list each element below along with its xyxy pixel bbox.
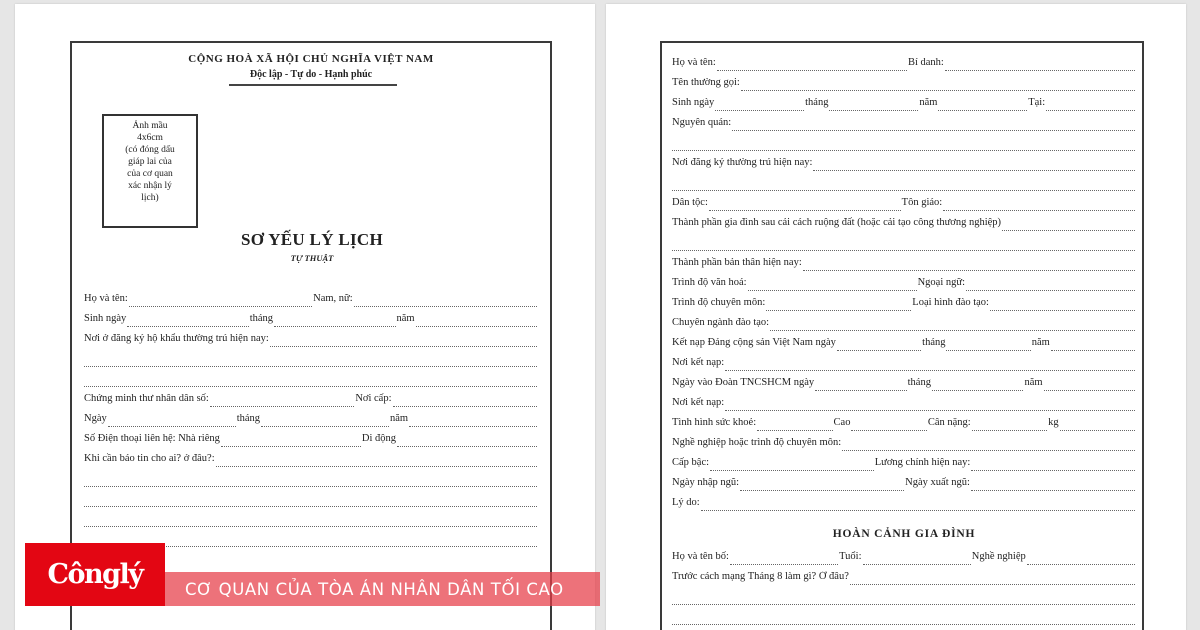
document-page-right bbox=[606, 4, 1186, 630]
photo-line: Ảnh mầu bbox=[132, 121, 168, 131]
dotted-fill-line[interactable] bbox=[397, 438, 537, 447]
form-row bbox=[84, 313, 538, 333]
field-label: năm bbox=[396, 313, 415, 324]
blank-fill-line bbox=[672, 237, 1136, 257]
dotted-fill-line[interactable] bbox=[261, 418, 389, 427]
dotted-fill-line[interactable] bbox=[946, 342, 1030, 351]
tagline-text: CƠ QUAN CỦA TÒA ÁN NHÂN DÂN TỐI CAO bbox=[185, 579, 564, 599]
field-label: Trước cách mạng Tháng 8 làm gì? Ở đâu? bbox=[672, 571, 849, 582]
dotted-fill-line[interactable] bbox=[710, 462, 874, 471]
field-label: Sinh ngày bbox=[84, 313, 127, 324]
dotted-fill-line[interactable] bbox=[725, 402, 1135, 411]
field-label: Bí danh: bbox=[907, 57, 944, 68]
field-label: Tình hình sức khoẻ: bbox=[672, 417, 757, 428]
dotted-fill-line[interactable] bbox=[717, 62, 907, 71]
field-label: Nơi ở đăng ký hộ khẩu thường trú hiện nay: bbox=[84, 333, 269, 344]
field-label: Tôn giáo: bbox=[901, 197, 943, 208]
dotted-fill-line[interactable] bbox=[725, 362, 1135, 371]
field-label: năm bbox=[389, 413, 409, 424]
field-label: Cấp bậc: bbox=[672, 457, 710, 468]
form-row bbox=[672, 437, 1136, 457]
dotted-fill-line[interactable] bbox=[354, 298, 537, 307]
field-label: Ngày nhập ngũ: bbox=[672, 477, 740, 488]
page-frame bbox=[70, 41, 552, 630]
dotted-fill-line[interactable] bbox=[770, 322, 1135, 331]
field-label: năm bbox=[1031, 337, 1050, 348]
dotted-fill-line[interactable] bbox=[129, 298, 312, 307]
dotted-fill-line[interactable] bbox=[757, 422, 832, 431]
field-label: tháng bbox=[249, 313, 274, 324]
dotted-fill-line[interactable] bbox=[672, 242, 1135, 251]
dotted-fill-line[interactable] bbox=[945, 62, 1135, 71]
field-label: Trình độ chuyên môn: bbox=[672, 297, 766, 308]
form-row bbox=[672, 551, 1136, 571]
field-label: Dân tộc: bbox=[672, 197, 708, 208]
dotted-fill-line[interactable] bbox=[210, 398, 355, 407]
field-label: tháng bbox=[236, 413, 261, 424]
form-row bbox=[84, 293, 538, 313]
family-section bbox=[672, 551, 1136, 630]
form-row bbox=[672, 97, 1136, 117]
form-row bbox=[84, 333, 538, 353]
form-row bbox=[672, 217, 1136, 237]
dotted-fill-line[interactable] bbox=[813, 162, 1135, 171]
form-row bbox=[672, 297, 1136, 317]
dotted-fill-line[interactable] bbox=[84, 378, 537, 387]
dotted-fill-line[interactable] bbox=[732, 122, 1135, 131]
dotted-fill-line[interactable] bbox=[84, 518, 537, 527]
blank-fill-line bbox=[84, 353, 538, 373]
form-row bbox=[84, 413, 538, 433]
dotted-fill-line[interactable] bbox=[108, 418, 236, 427]
form-row bbox=[672, 417, 1136, 437]
field-label: Ngày bbox=[84, 413, 107, 424]
photo-line: 4x6cm bbox=[137, 133, 163, 143]
form-row bbox=[672, 457, 1136, 477]
dotted-fill-line[interactable] bbox=[815, 382, 906, 391]
dotted-fill-line[interactable] bbox=[1027, 556, 1135, 565]
field-label: Kết nạp Đảng cộng sản Việt Nam ngày bbox=[672, 337, 836, 348]
dotted-fill-line[interactable] bbox=[1060, 422, 1135, 431]
dotted-fill-line[interactable] bbox=[1002, 222, 1135, 231]
field-label: Cao bbox=[833, 417, 851, 428]
document-title: SƠ YẾU LÝ LỊCH bbox=[241, 230, 383, 249]
field-label: Tên thường gọi: bbox=[672, 77, 740, 88]
field-label: kg bbox=[1048, 417, 1059, 428]
dotted-fill-line[interactable] bbox=[938, 102, 1027, 111]
dotted-fill-line[interactable] bbox=[672, 182, 1135, 191]
field-label: Ngoại ngữ: bbox=[917, 277, 965, 288]
form-row bbox=[672, 117, 1136, 137]
field-label: Khi cần báo tin cho ai? ở đâu?: bbox=[84, 453, 215, 464]
dotted-fill-line[interactable] bbox=[943, 202, 1135, 211]
dotted-fill-line[interactable] bbox=[766, 302, 911, 311]
family-section-title: HOÀN CẢNH GIA ĐÌNH bbox=[832, 528, 976, 540]
dotted-fill-line[interactable] bbox=[1046, 102, 1135, 111]
field-label: Nam, nữ: bbox=[313, 293, 353, 304]
field-label: tháng bbox=[805, 97, 829, 108]
form-row bbox=[672, 157, 1136, 177]
field-label: Chuyên ngành đào tạo: bbox=[672, 317, 770, 328]
field-label: Nơi cấp: bbox=[355, 393, 392, 404]
field-label: Trình độ văn hoá: bbox=[672, 277, 747, 288]
form-fields-left bbox=[84, 293, 538, 553]
dotted-fill-line[interactable] bbox=[274, 318, 395, 327]
field-label: Họ và tên: bbox=[84, 293, 128, 304]
dotted-fill-line[interactable] bbox=[270, 338, 537, 347]
personal-info-section bbox=[672, 57, 1136, 517]
dotted-fill-line[interactable] bbox=[990, 302, 1135, 311]
dotted-fill-line[interactable] bbox=[701, 502, 1135, 511]
form-row bbox=[672, 377, 1136, 397]
blank-fill-line bbox=[672, 611, 1136, 630]
photo-placeholder-box bbox=[102, 114, 198, 228]
dotted-fill-line[interactable] bbox=[971, 482, 1135, 491]
document-page-left bbox=[15, 4, 595, 630]
blank-fill-line bbox=[84, 493, 538, 513]
dotted-fill-line[interactable] bbox=[409, 418, 537, 427]
dotted-fill-line[interactable] bbox=[221, 438, 361, 447]
dotted-fill-line[interactable] bbox=[863, 556, 971, 565]
dotted-fill-line[interactable] bbox=[416, 318, 537, 327]
form-row bbox=[84, 393, 538, 413]
blank-fill-line bbox=[84, 473, 538, 493]
form-row bbox=[672, 497, 1136, 517]
dotted-fill-line[interactable] bbox=[741, 82, 1135, 91]
photo-line: của cơ quan bbox=[127, 169, 173, 179]
photo-line: xác nhận lý bbox=[128, 181, 172, 191]
field-label: Cân nặng: bbox=[927, 417, 971, 428]
dotted-fill-line[interactable] bbox=[837, 342, 921, 351]
dotted-fill-line[interactable] bbox=[740, 482, 904, 491]
field-label: năm bbox=[919, 97, 938, 108]
dotted-fill-line[interactable] bbox=[966, 282, 1135, 291]
form-row bbox=[672, 197, 1136, 217]
blank-fill-line bbox=[672, 177, 1136, 197]
field-label: Nguyên quán: bbox=[672, 117, 732, 128]
field-label: tháng bbox=[922, 337, 946, 348]
dotted-fill-line[interactable] bbox=[730, 556, 838, 565]
blank-fill-line bbox=[84, 373, 538, 393]
dotted-fill-line[interactable] bbox=[393, 398, 538, 407]
dotted-fill-line[interactable] bbox=[84, 358, 537, 367]
form-row bbox=[672, 357, 1136, 377]
field-label: Lương chính hiện nay: bbox=[874, 457, 971, 468]
field-label: Lý do: bbox=[672, 497, 700, 508]
dotted-fill-line[interactable] bbox=[672, 596, 1135, 605]
dotted-fill-line[interactable] bbox=[715, 102, 804, 111]
photo-line: lịch) bbox=[141, 193, 159, 203]
dotted-fill-line[interactable] bbox=[932, 382, 1023, 391]
congly-logo[interactable] bbox=[25, 543, 165, 606]
field-label: Thành phần bản thân hiện nay: bbox=[672, 257, 802, 268]
page-frame bbox=[660, 41, 1144, 630]
photo-line: (có đóng dấu bbox=[125, 145, 175, 155]
field-label: Nơi đăng ký thường trú hiện nay: bbox=[672, 157, 813, 168]
motto: Độc lập - Tự do - Hạnh phúc bbox=[249, 69, 373, 80]
dotted-fill-line[interactable] bbox=[1044, 382, 1135, 391]
form-row bbox=[84, 453, 538, 473]
form-row bbox=[672, 337, 1136, 357]
dotted-fill-line[interactable] bbox=[216, 458, 537, 467]
dotted-fill-line[interactable] bbox=[709, 202, 901, 211]
dotted-fill-line[interactable] bbox=[803, 262, 1135, 271]
field-label: tháng bbox=[907, 377, 931, 388]
field-label: Ngày vào Đoàn TNCSHCM ngày bbox=[672, 377, 815, 388]
dotted-fill-line[interactable] bbox=[84, 478, 537, 487]
form-row bbox=[672, 257, 1136, 277]
field-label: Tại: bbox=[1028, 97, 1046, 108]
dotted-fill-line[interactable] bbox=[672, 616, 1135, 625]
dotted-fill-line[interactable] bbox=[842, 442, 1135, 451]
field-label: Nơi kết nạp: bbox=[672, 357, 725, 368]
field-label: Ngày xuất ngũ: bbox=[905, 477, 970, 488]
dotted-fill-line[interactable] bbox=[851, 422, 926, 431]
form-row bbox=[672, 317, 1136, 337]
dotted-fill-line[interactable] bbox=[1051, 342, 1135, 351]
field-label: Tuổi: bbox=[839, 551, 862, 562]
form-row bbox=[84, 433, 538, 453]
form-row bbox=[672, 77, 1136, 97]
field-label: Sinh ngày bbox=[672, 97, 715, 108]
dotted-fill-line[interactable] bbox=[829, 102, 918, 111]
dotted-fill-line[interactable] bbox=[850, 576, 1135, 585]
field-label: Họ và tên: bbox=[672, 57, 716, 68]
dotted-fill-line[interactable] bbox=[672, 142, 1135, 151]
field-label: năm bbox=[1024, 377, 1043, 388]
field-label: Nghề nghiệp hoặc trình độ chuyên môn: bbox=[672, 437, 842, 448]
dotted-fill-line[interactable] bbox=[84, 498, 537, 507]
form-row bbox=[672, 477, 1136, 497]
dotted-fill-line[interactable] bbox=[972, 422, 1047, 431]
dotted-fill-line[interactable] bbox=[748, 282, 917, 291]
form-row bbox=[672, 397, 1136, 417]
field-label: Di động bbox=[361, 433, 397, 444]
blank-fill-line bbox=[672, 591, 1136, 611]
form-fields-right bbox=[672, 57, 1136, 630]
motto-underline bbox=[229, 84, 397, 86]
field-label: Chứng minh thư nhân dân số: bbox=[84, 393, 209, 404]
field-label: Họ và tên bố: bbox=[672, 551, 729, 562]
form-row bbox=[672, 57, 1136, 77]
blank-fill-line bbox=[672, 137, 1136, 157]
nation-heading: CỘNG HOÀ XÃ HỘI CHỦ NGHĨA VIỆT NAM bbox=[188, 53, 434, 65]
form-row bbox=[672, 571, 1136, 591]
field-label: Nghề nghiệp bbox=[971, 551, 1026, 562]
dotted-fill-line[interactable] bbox=[971, 462, 1135, 471]
field-label: Loại hình đào tạo: bbox=[912, 297, 989, 308]
field-label: Nơi kết nạp: bbox=[672, 397, 725, 408]
blank-fill-line bbox=[84, 513, 538, 533]
document-subtitle: TỰ THUẬT bbox=[290, 253, 334, 263]
field-label: Thành phần gia đình sau cải cách ruộng đất (hoặc cải tạo công thương nghiệp) bbox=[672, 217, 1002, 228]
form-row bbox=[672, 277, 1136, 297]
field-label: Số Điện thoại liên hệ: Nhà riêng bbox=[84, 433, 220, 444]
tagline-banner bbox=[165, 572, 600, 606]
dotted-fill-line[interactable] bbox=[127, 318, 248, 327]
logo-text: Cônglý bbox=[47, 559, 143, 590]
photo-line: giáp lai của bbox=[128, 157, 172, 167]
